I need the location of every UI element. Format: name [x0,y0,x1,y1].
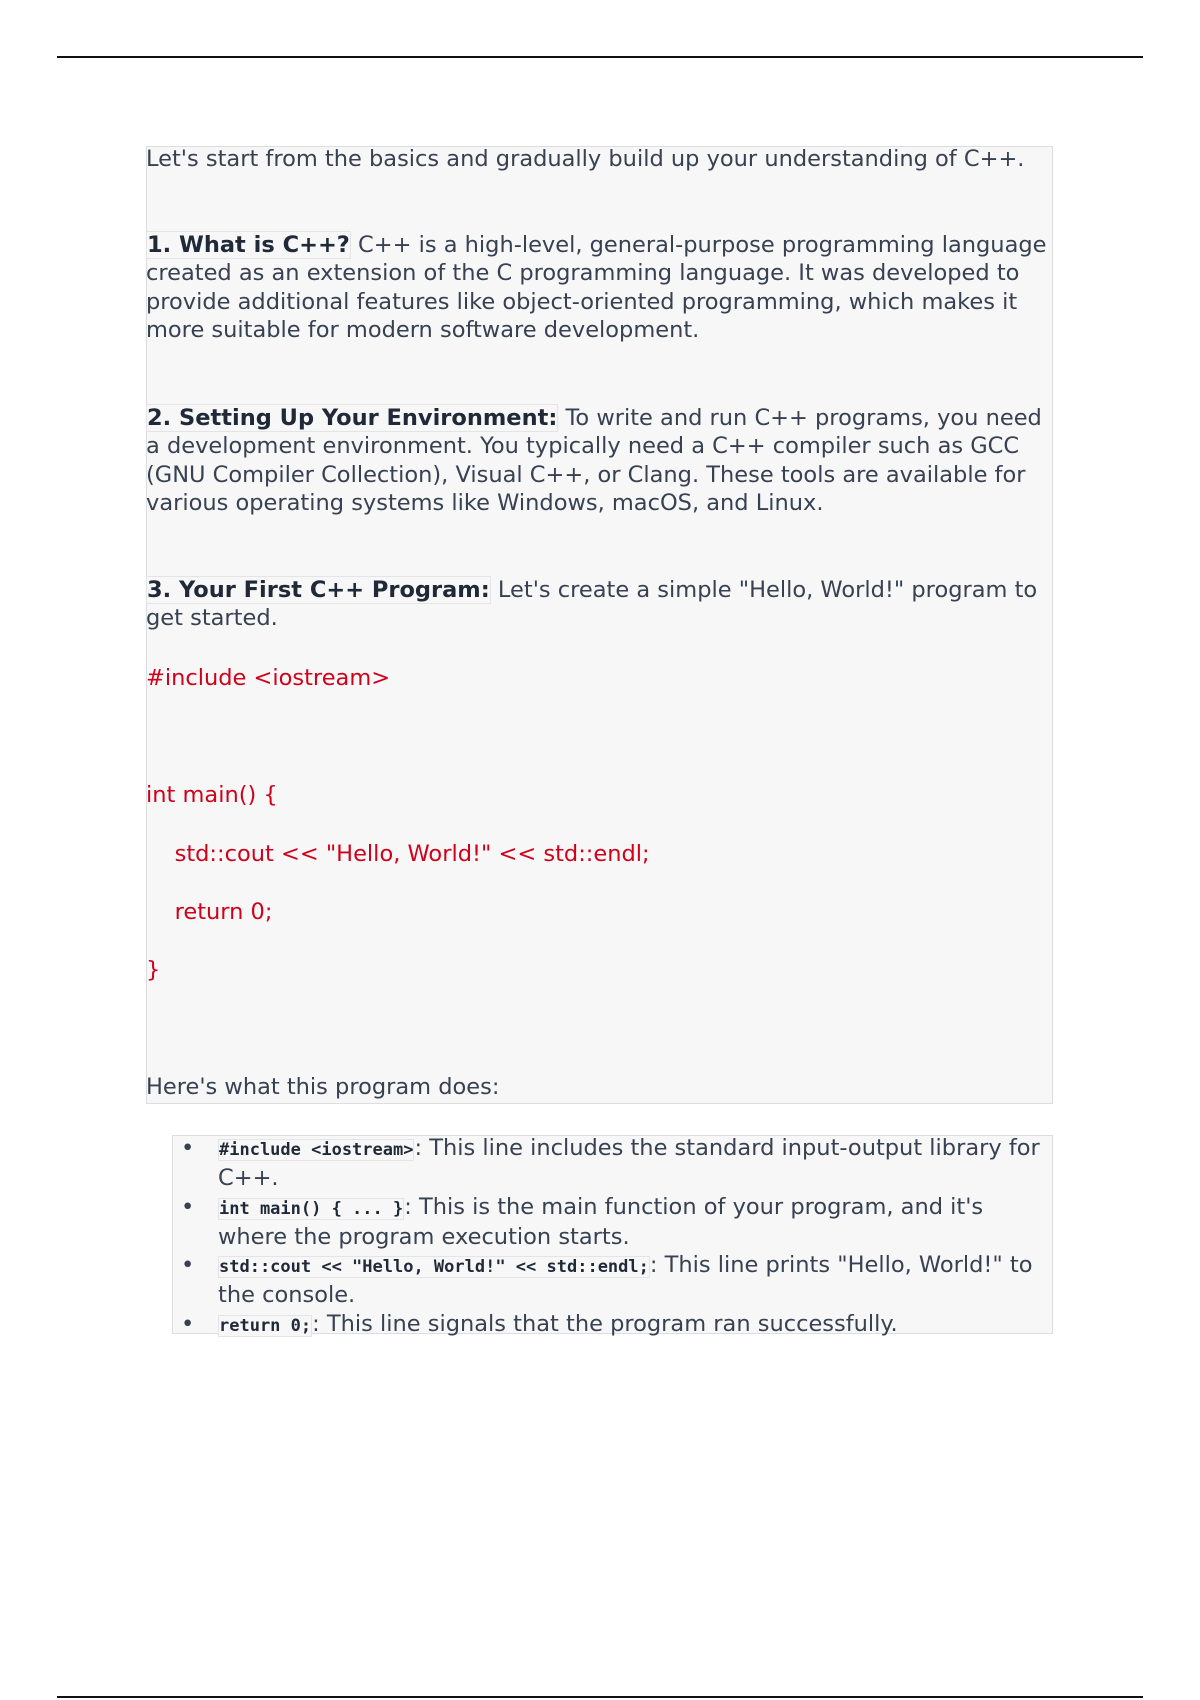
code-return-line: return 0; [146,899,273,925]
explanation-list [172,1134,1052,1340]
section-text: C++ is a high-level, general-purpose programming language created as an extension of the C programming language. It was developed to provide additional features like object-oriented programming, which makes it more suitable for modern software development. [146,232,1047,343]
code-cout-line: std::cout << "Hello, World!" << std::endl; [146,841,650,867]
list-item [172,1134,1052,1193]
list-item [172,1310,1052,1340]
section-heading: 3. Your First C++ Program: [147,577,490,603]
section-text: Let's create a simple "Hello, World!" program to get started. [146,577,1038,632]
inline-code: #include <iostream> [219,1140,414,1160]
code-main-line: int main() { [146,782,278,808]
inline-code: int main() { ... } [219,1198,404,1219]
bullet-icon: • [181,1193,195,1220]
section-environment [146,404,1051,517]
inline-code: std::cout << "Hello, World!" << std::endl; [219,1257,649,1278]
bullet-icon: • [181,1310,195,1337]
item-text: : This line includes the standard input-output library for C++. [218,1135,1040,1192]
intro-paragraph: Let's start from the basics and gradually build up your understanding of C++. [146,146,1025,172]
item-text: : This line signals that the program ran successfully. [312,1310,898,1337]
section-what-is-cpp [146,231,1051,344]
section-text: To write and run C++ programs, you need a development environment. You typically need a C++ compiler such as GCC (GNU Compiler Collection), Visual C++, or Clang. These tools are available for various operating systems like Windows, macOS, and Linux. [146,405,1042,516]
section-heading: 2. Setting Up Your Environment: [147,405,558,431]
summary-intro: Here's what this program does: [146,1074,500,1100]
list-item [172,1193,1052,1252]
item-text: : This line prints "Hello, World!" to the console. [218,1252,1033,1309]
inline-code: return 0; [219,1315,312,1336]
section-first-program [146,576,1051,633]
top-rule [57,56,1143,58]
code-close-brace: } [146,957,161,983]
item-text: : This is the main function of your program, and it's where the program execution starts. [218,1193,984,1250]
list-item [172,1251,1052,1310]
bottom-rule [57,1696,1143,1698]
section-heading: 1. What is C++? [147,232,350,258]
code-include-line: #include <iostream> [146,665,391,691]
bullet-icon: • [181,1135,195,1161]
bullet-icon: • [181,1252,195,1279]
